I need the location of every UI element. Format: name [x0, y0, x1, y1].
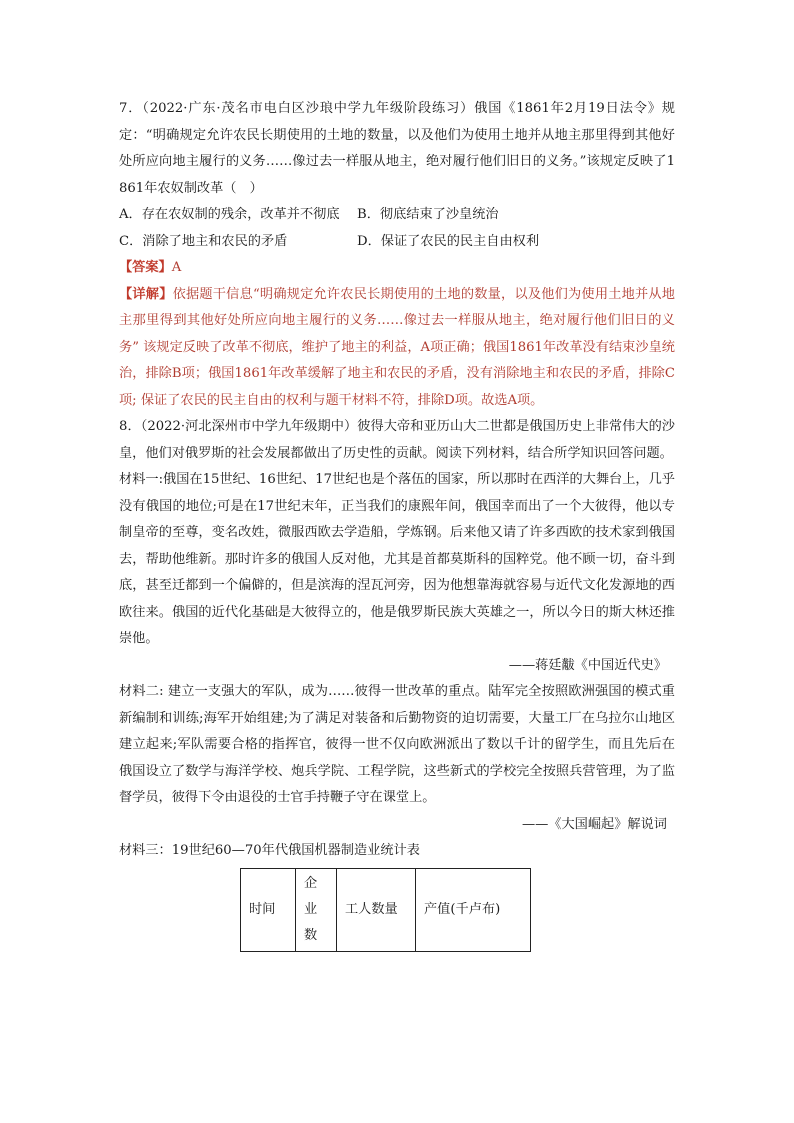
- q7-answer: [119, 255, 675, 282]
- q8-material2: 材料二: 建立一支强大的军队，成为……彼得一世改革的重点。陆军完全按照欧洲强国的模式重新编制和训练;海军开始组建;为了满足对装备和后勤物资的迫切需要，大量工厂在乌拉尔山地区建立起来;军队需要合格的指挥官，彼得一世不仅向欧洲派出了数以千计的留学生，而且先后在俄国设立了数学与海洋学校、炮兵学院、工程学院，这些新式的学校完全按照兵营管理，为了监督学员，彼得下令由退役的士官手持鞭子守在课堂上。: [119, 684, 675, 805]
- statistics-table: [240, 868, 531, 952]
- q7-stem: 7．（2022·广东·茂名市电白区沙琅中学九年级阶段练习）俄国《1861年2月19日法令》规定：“明确规定允许农民长期使用的土地的数量，以及他们为使用土地并从地主那里得到其他好处所应向地主履行的义务……像过去一样服从地主，绝对履行他们旧日的义务。”该规定反映了1861年农奴制改革（ ）: [119, 101, 675, 196]
- table-header-row: [241, 868, 531, 951]
- q7-detail: [119, 282, 675, 415]
- answer-value: A: [171, 260, 182, 275]
- table-header-cell: 时间: [241, 868, 296, 951]
- q7-option-d: D．保证了农民的民主自由权利: [357, 233, 540, 249]
- q8-material3-title: 材料三：19世纪60—70年代俄国机器制造业统计表: [119, 843, 420, 858]
- table-header-cell: 工人数量: [337, 868, 416, 951]
- detail-text: 依据题干信息“明确规定允许农民长期使用的土地的数量，以及他们为使用土地并从地主那里得到其他好处所应向地主履行的义务……像过去一样服从地主，绝对履行他们旧日的义务” 该规定反映了改革不彻底，维护了地主的利益，A项正确；俄国1861年改革没有结束沙皇统治，排除B项；俄国1861年改革缓解了地主和农民的矛盾，没有消除地主和农民的矛盾，排除C项; 保证了农民的民主自由的权利与题干材料不符，排除D项。故选A项。: [119, 286, 675, 408]
- q7-option-b: B．彻底结束了沙皇统治: [357, 207, 499, 222]
- q8-source2: ——《大国崛起》解说词: [521, 816, 667, 832]
- table-header-cell: 产值(千卢布): [416, 868, 531, 951]
- q7-options-row2: [119, 229, 675, 256]
- q7-option-c: C．消除了地主和农民的矛盾: [119, 233, 288, 249]
- table-header-cell: 企业数: [296, 868, 337, 951]
- q8-material1: 材料一:俄国在15世纪、16世纪、17世纪也是个落伍的国家，所以那时在西洋的大舞台上，几乎没有俄国的地位;可是在17世纪末年，正当我们的康熙年间，俄国幸而出了一个大彼得，他以专制皇帝的至尊，变名改姓，微服西欧去学造船，学炼钢。后来他又请了许多西欧的技术家到俄国去，帮助他维新。那时许多的俄国人反对他，尤其是首都莫斯科的国粹党。他不顾一切，奋斗到底，甚至迁都到一个偏僻的，但是滨海的涅瓦河旁，因为他想靠海就容易与近代文化发源地的西欧往来。俄国的近代化基础是大彼得立的，他是俄罗斯民族大英雄之一，所以今日的斯大林还推崇他。: [119, 472, 675, 646]
- page-content: [119, 96, 675, 952]
- q7-options-row1: [119, 202, 675, 229]
- q8-stem: 8．（2022·河北深州市中学九年级期中）彼得大帝和亚历山大二世都是俄国历史上非常伟大的沙皇，他们对俄罗斯的社会发展都做出了历史性的贡献。阅读下列材料，结合所学知识回答问题。: [119, 419, 675, 461]
- q7-option-a: A．存在农奴制的残余，改革并不彻底: [119, 207, 340, 222]
- detail-tag: 【详解】: [119, 286, 173, 302]
- q8-source1: ——蒋廷黻《中国近代史》: [508, 657, 667, 673]
- answer-tag: 【答案】: [119, 260, 172, 275]
